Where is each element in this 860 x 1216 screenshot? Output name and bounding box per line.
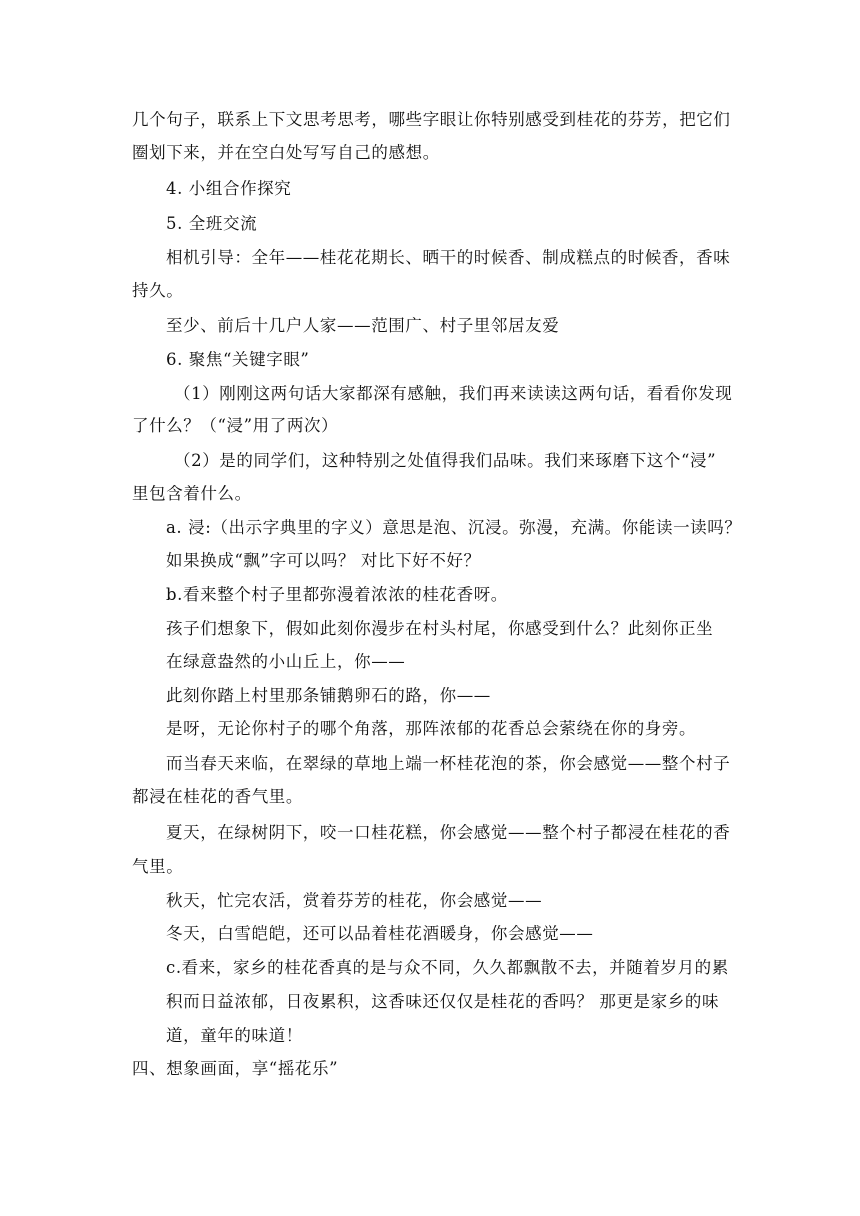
paragraph-line: 至少、前后十几户人家——范围广、村子里邻居友爱: [166, 316, 560, 335]
paragraph-line: （2）是的同学们，这种特别之处值得我们品味。我们来琢磨下这个“浸”: [174, 451, 717, 470]
paragraph-line: 孩子们想象下，假如此刻你漫步在村头村尾，你感受到什么？此刻你正坐: [166, 619, 714, 638]
section-heading: 四、想象画面，享“摇花乐”: [132, 1059, 339, 1078]
list-item-heading: 6. 聚焦“关键字眼”: [166, 350, 310, 369]
paragraph-line: 如果换成“飘”字可以吗？ 对比下好不好？: [166, 551, 481, 570]
list-item-heading: 4. 小组合作探究: [166, 179, 292, 198]
paragraph-line: 都浸在桂花的香气里。: [132, 787, 303, 806]
paragraph-line: 在绿意盎然的小山丘上，你——: [166, 652, 406, 671]
paragraph-line: a. 浸:（出示字典里的字义）意思是泡、沉浸。弥漫，充满。你能读一读吗？: [166, 518, 742, 537]
paragraph-line: b.看来整个村子里都弥漫着浓浓的桂花香呀。: [166, 585, 508, 604]
paragraph-line: 圈划下来，并在空白处写写自己的感想。: [132, 143, 440, 162]
paragraph-line: 冬天，白雪皑皑，还可以品着桂花酒暖身，你会感觉——: [166, 924, 594, 943]
paragraph-line: 此刻你踏上村里那条铺鹅卵石的路，你——: [166, 686, 491, 705]
paragraph-line: 相机引导：全年——桂花花期长、晒干的时候香、制成糕点的时候香，香味: [166, 248, 731, 267]
paragraph-line: 夏天，在绿树阴下，咬一口桂花糕，你会感觉——整个村子都浸在桂花的香: [166, 823, 731, 842]
paragraph-line: 是呀，无论你村子的哪个角落，那阵浓郁的花香总会萦绕在你的身旁。: [166, 719, 697, 738]
paragraph-line: 里包含着什么。: [132, 484, 252, 503]
paragraph-line: 积而日益浓郁，日夜累积，这香味还仅仅是桂花的香吗？ 那更是家乡的味: [166, 992, 720, 1011]
paragraph-line: 道，童年的味道！: [166, 1026, 303, 1045]
paragraph-line: 持久。: [132, 281, 184, 300]
paragraph-line: c.看来，家乡的桂花香真的是与众不同，久久都飘散不去，并随着岁月的累: [166, 958, 729, 977]
paragraph-line: 而当春天来临，在翠绿的草地上端一杯桂花泡的茶，你会感觉——整个村子: [166, 754, 731, 773]
paragraph-line: 秋天，忙完农活，赏着芬芳的桂花，你会感觉——: [166, 891, 543, 910]
paragraph-line: （1）刚刚这两句话大家都深有感触，我们再来读读这两句话，看看你发现: [174, 384, 733, 403]
list-item-heading: 5. 全班交流: [166, 214, 258, 233]
paragraph-line: 几个句子，联系上下文思考思考，哪些字眼让你特别感受到桂花的芬芳，把它们: [132, 110, 731, 129]
paragraph-line: 了什么？（“浸”用了两次）: [132, 416, 339, 435]
paragraph-line: 气里。: [132, 857, 184, 876]
